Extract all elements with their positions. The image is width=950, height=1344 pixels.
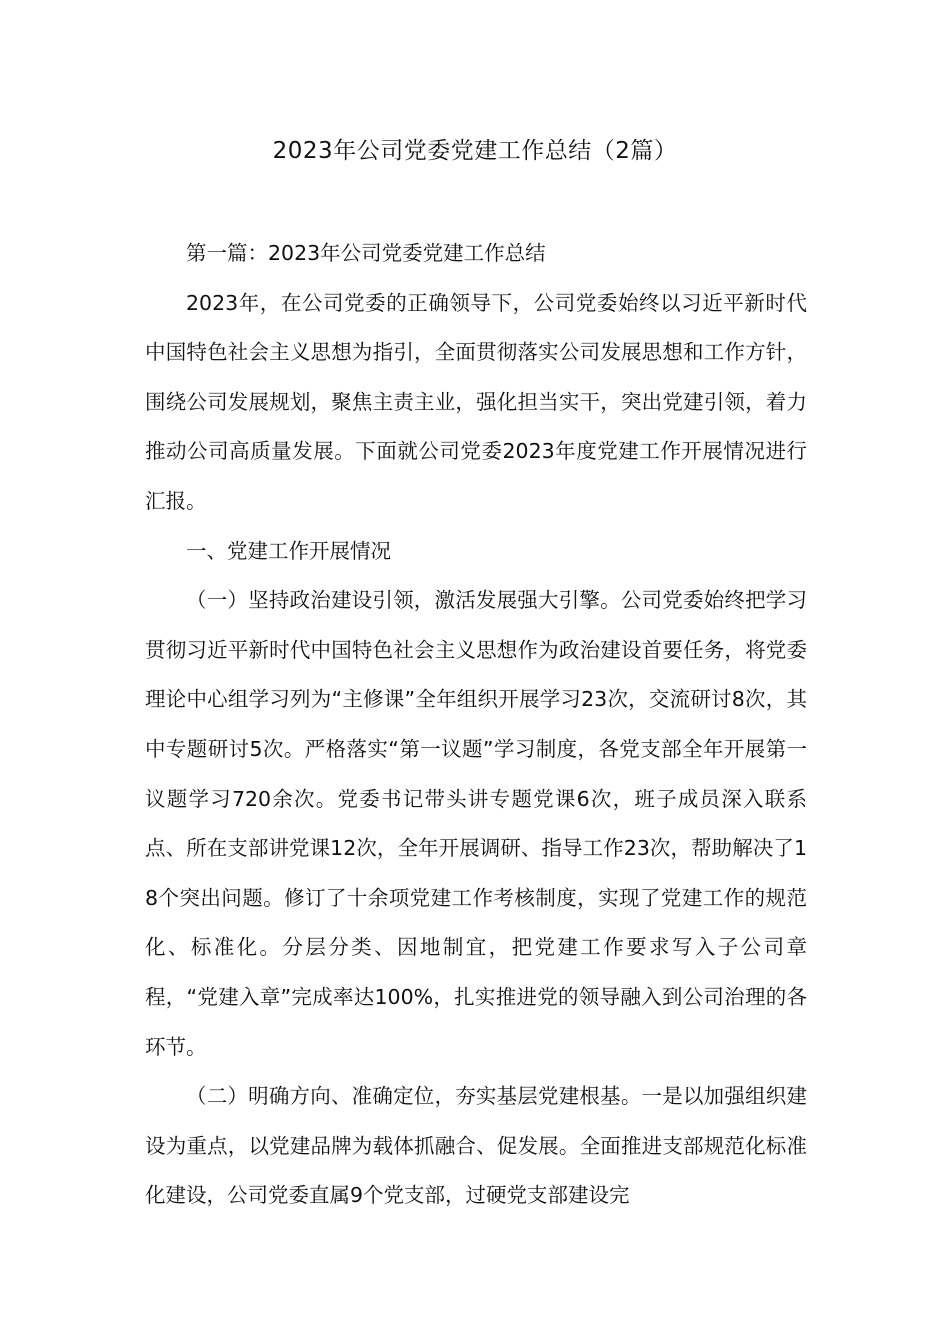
document-body	[145, 229, 807, 1221]
document-title: 2023年公司党委党建工作总结（2篇）	[272, 138, 678, 164]
intro-paragraph: 2023年，在公司党委的正确领导下，公司党委始终以习近平新时代中国特色社会主义思想为指引，全面贯彻落实公司发展思想和工作方针，围绕公司发展规划，聚焦主责主业，强化担当实干，突出党建引领，着力推动公司高质量发展。下面就公司党委2023年度党建工作开展情况进行汇报。	[145, 290, 807, 513]
paragraph-grassroots-building: （二）明确方向、准确定位，夯实基层党建根基。一是以加强组织建设为重点，以党建品牌为载体抓融合、促发展。全面推进支部规范化标准化建设，公司党委直属9个党支部，过硬党支部建设完	[145, 1084, 807, 1208]
paragraph-political-building: （一）坚持政治建设引领，激活发展强大引擎。公司党委始终把学习贯彻习近平新时代中国特色社会主义思想作为政治建设首要任务，将党委理论中心组学习列为“主修课”全年组织开展学习23次，交流研讨8次，其中专题研讨5次。严格落实“第一议题”学习制度，各党支部全年开展第一议题学习720余次。党委书记带头讲专题党课6次，班子成员深入联系点、所在支部讲党课12次，全年开展调研、指导工作23次，帮助解决了18个突出问题。修订了十余项党建工作考核制度，实现了党建工作的规范化、标准化。分层分类、因地制宜，把党建工作要求写入子公司章程，“党建入章”完成率达100%，扎实推进党的领导融入到公司治理的各环节。	[145, 588, 807, 1059]
section-heading-party-work: 一、党建工作开展情况	[186, 538, 391, 563]
section-heading-part-one: 第一篇：2023年公司党委党建工作总结	[186, 241, 546, 265]
